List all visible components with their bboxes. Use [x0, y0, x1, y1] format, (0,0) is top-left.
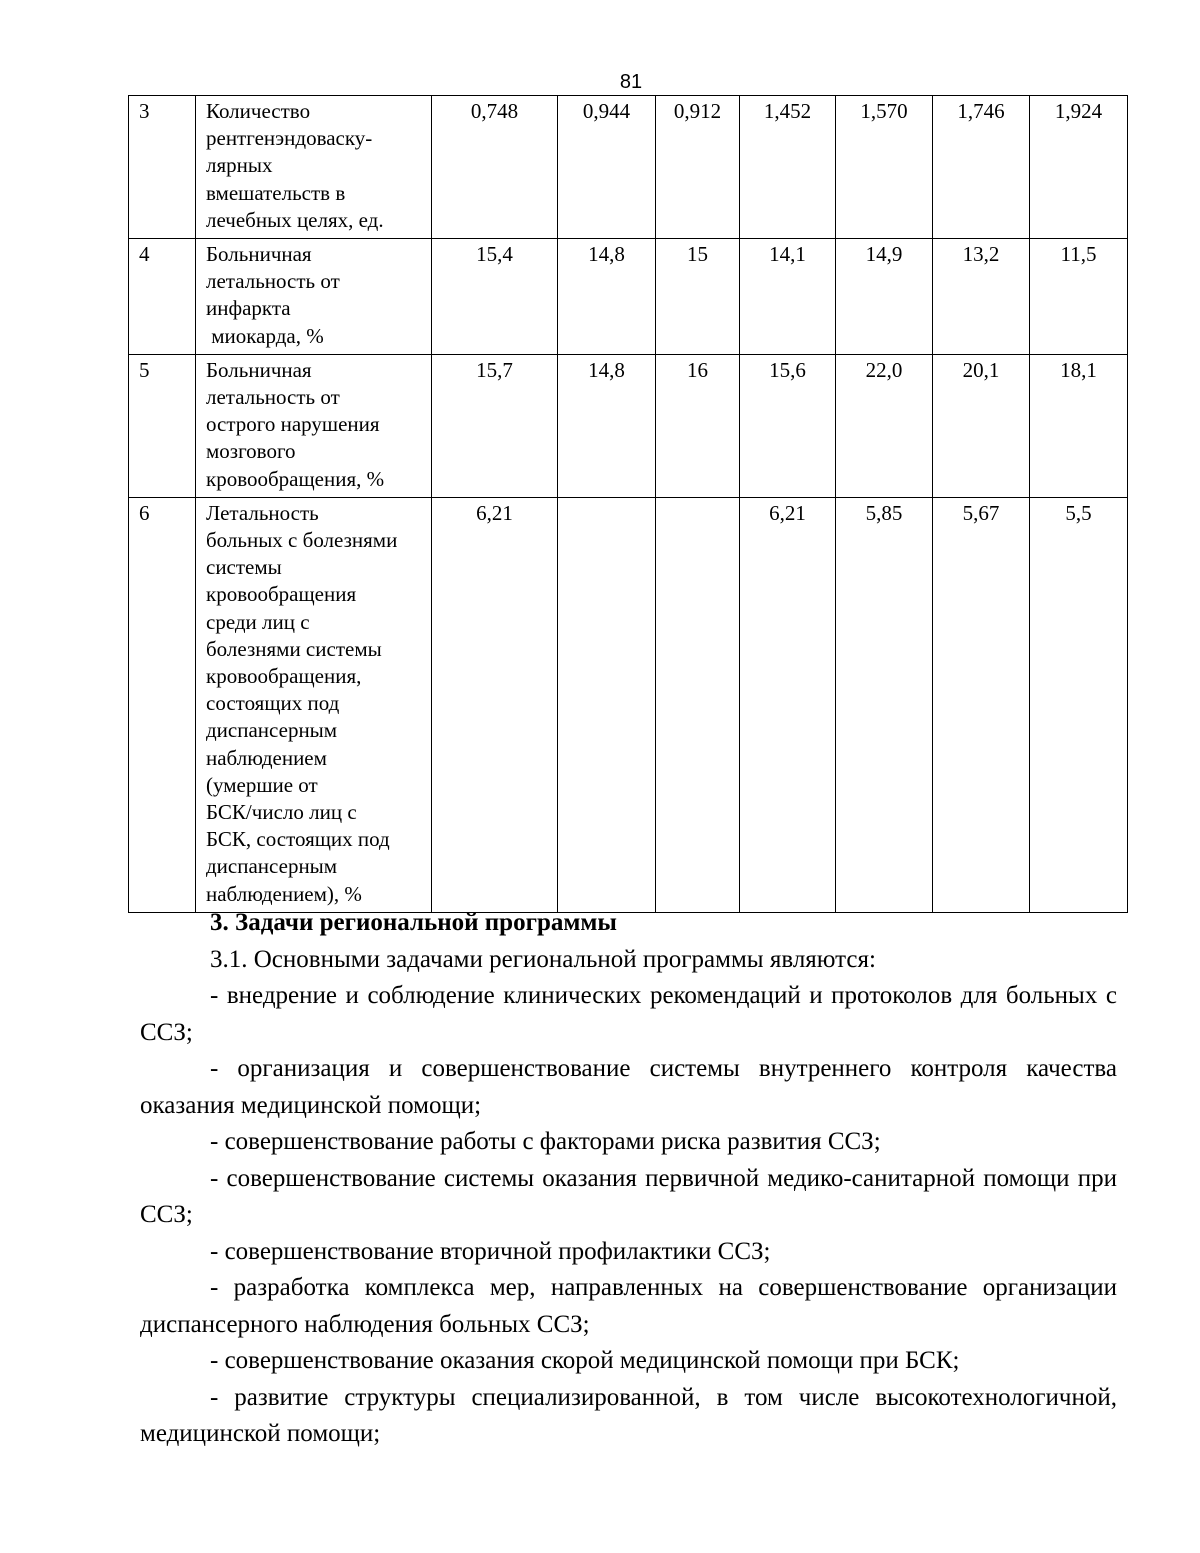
indicator-name-line: больных с болезнями	[206, 528, 398, 553]
task-list	[140, 978, 1117, 1453]
value-cell: 1,924	[1030, 96, 1128, 239]
value-cell: 15,6	[740, 354, 836, 497]
value-cell: 1,452	[740, 96, 836, 239]
row-number-cell: 4	[129, 239, 196, 355]
indicator-name-cell	[196, 497, 432, 912]
section-intro: 3.1. Основными задачами региональной программы являются:	[210, 945, 876, 973]
indicator-name-cell	[196, 354, 432, 497]
indicator-name-line: миокарда, %	[206, 323, 324, 348]
task-item: - внедрение и соблюдение клинических рекомендаций и протоколов для больных с ССЗ;	[140, 982, 1117, 1046]
indicator-name-line: мозгового	[206, 439, 296, 464]
indicator-name-line: острого нарушения	[206, 412, 380, 437]
indicator-name-line: Летальность	[206, 500, 319, 525]
value-cell	[656, 497, 740, 912]
indicator-name-line: рентгенэндоваску-	[206, 126, 373, 151]
table-row	[129, 239, 1128, 355]
row-number-cell: 3	[129, 96, 196, 239]
value-cell: 14,9	[836, 239, 933, 355]
indicator-name-line: наблюдением), %	[206, 881, 362, 906]
value-cell: 1,570	[836, 96, 933, 239]
indicator-name-line: Больничная	[206, 242, 312, 267]
value-cell: 18,1	[1030, 354, 1128, 497]
value-cell: 0,748	[432, 96, 558, 239]
value-cell: 20,1	[933, 354, 1030, 497]
indicator-name-line: состоящих под	[206, 691, 340, 716]
value-cell: 15,7	[432, 354, 558, 497]
task-item: - совершенствование системы оказания первичной медико-санитарной помощи при ССЗ;	[140, 1164, 1117, 1228]
value-cell: 14,8	[558, 354, 656, 497]
task-item: - разработка комплекса мер, направленных на совершенствование организации диспансерного наблюдения больных ССЗ;	[140, 1274, 1117, 1338]
row-number-cell: 5	[129, 354, 196, 497]
page-number: 81	[619, 71, 643, 93]
value-cell: 1,746	[933, 96, 1030, 239]
value-cell: 15	[656, 239, 740, 355]
indicators-table	[128, 95, 1128, 913]
task-item: - совершенствование работы с факторами риска развития ССЗ;	[210, 1128, 881, 1155]
indicator-name-line: наблюдением	[206, 745, 327, 770]
indicator-name-cell	[196, 239, 432, 355]
value-cell: 11,5	[1030, 239, 1128, 355]
indicator-name-line: лечебных целях, ед.	[206, 207, 384, 232]
table-row	[129, 354, 1128, 497]
indicator-name-line: лярных	[206, 153, 273, 178]
section-heading: 3. Задачи региональной программы	[210, 909, 617, 936]
row-number-cell: 6	[129, 497, 196, 912]
value-cell: 15,4	[432, 239, 558, 355]
indicator-name-line: диспансерным	[206, 854, 338, 879]
indicator-name-line: болезнями системы	[206, 636, 382, 661]
indicator-name-line: (умершие от	[206, 772, 318, 797]
table-body	[129, 96, 1128, 913]
indicator-name-line: среди лиц с	[206, 609, 310, 634]
indicator-name-line: летальность от	[206, 269, 340, 294]
value-cell: 14,8	[558, 239, 656, 355]
value-cell: 0,912	[656, 96, 740, 239]
task-item: - совершенствование вторичной профилактики ССЗ;	[210, 1237, 771, 1265]
value-cell: 13,2	[933, 239, 1030, 355]
indicator-name-line: системы	[206, 555, 282, 580]
value-cell: 16	[656, 354, 740, 497]
indicator-name-line: диспансерным	[206, 718, 338, 743]
indicator-name-line: БСК/число лиц с	[206, 800, 357, 825]
indicator-name-line: инфаркта	[206, 296, 291, 321]
value-cell: 6,21	[432, 497, 558, 912]
task-item: - развитие структуры специализированной, в том числе высокотехнологичной, медицинской помощи;	[140, 1383, 1117, 1447]
indicator-name-line: летальность от	[206, 385, 340, 410]
value-cell: 5,5	[1030, 497, 1128, 912]
indicator-name-line: Количество	[206, 99, 311, 123]
task-item: - организация и совершенствование системы внутреннего контроля качества оказания медицинской помощи;	[140, 1055, 1117, 1119]
value-cell	[558, 497, 656, 912]
value-cell: 0,944	[558, 96, 656, 239]
task-item: - совершенствование оказания скорой медицинской помощи при БСК;	[210, 1347, 960, 1374]
indicator-name-line: кровообращения	[206, 582, 357, 607]
value-cell: 5,85	[836, 497, 933, 912]
table-row	[129, 497, 1128, 912]
value-cell: 22,0	[836, 354, 933, 497]
indicator-name-cell	[196, 96, 432, 239]
indicator-name-line: БСК, состоящих под	[206, 827, 390, 852]
indicator-name-line: вмешательств в	[206, 180, 346, 205]
indicator-name-line: Больничная	[206, 357, 312, 382]
value-cell: 6,21	[740, 497, 836, 912]
value-cell: 5,67	[933, 497, 1030, 912]
value-cell: 14,1	[740, 239, 836, 355]
indicator-name-line: кровообращения,	[206, 664, 362, 689]
section-3	[140, 905, 1117, 1453]
indicator-name-line: кровообращения, %	[206, 466, 385, 491]
table-row	[129, 96, 1128, 239]
